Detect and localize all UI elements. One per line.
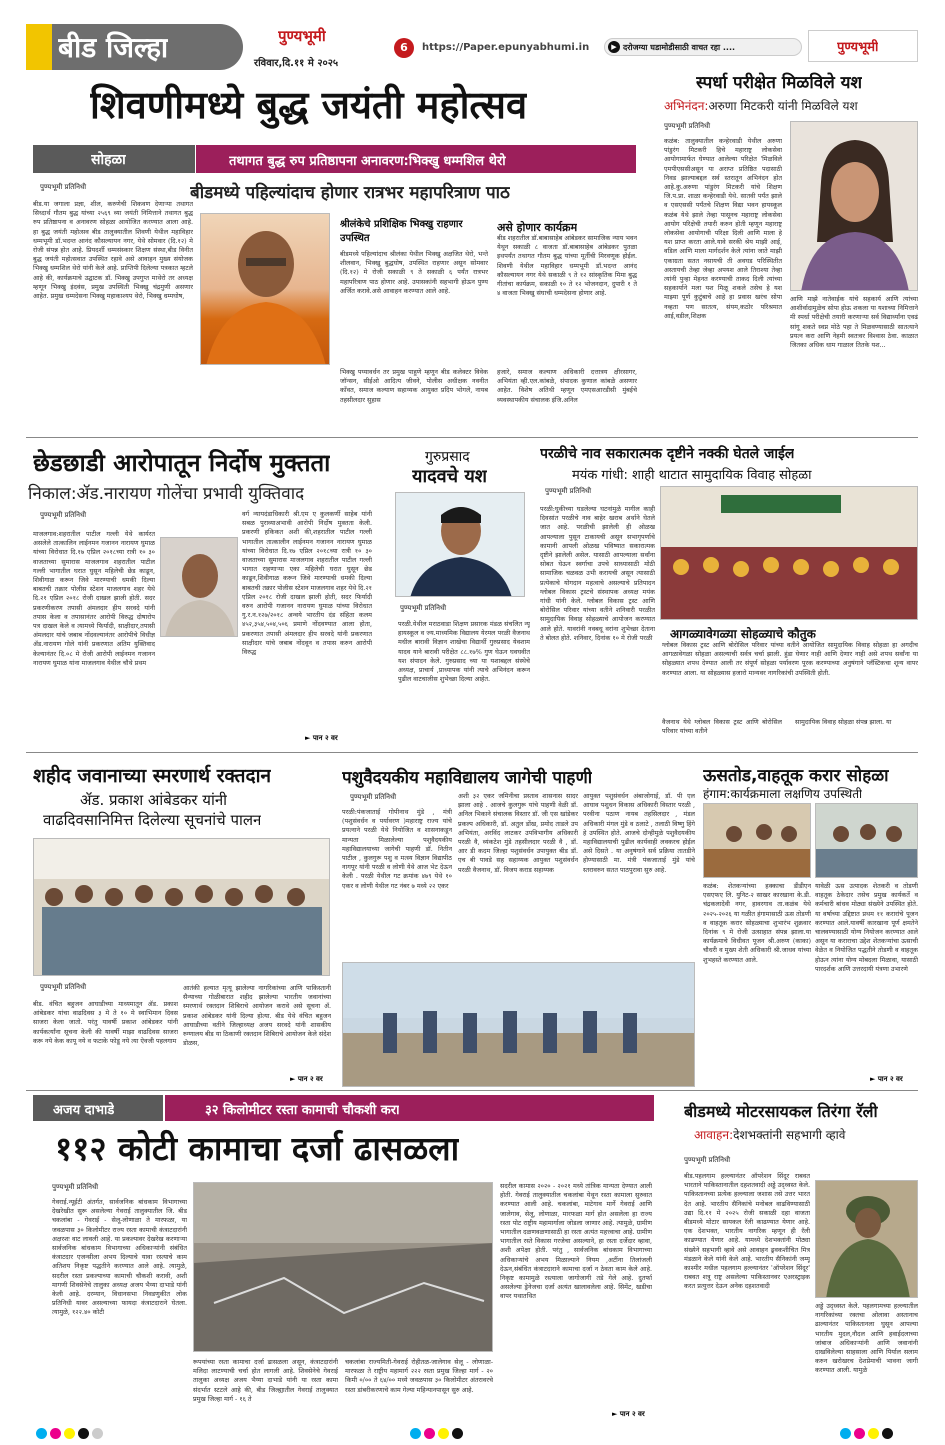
site-visit-photo [342,962,695,1087]
dot-magenta [854,1428,865,1439]
s3-sub: निकाल:ॲड.नारायण गोलेंचा प्रभावी युक्तिवाद [28,484,305,504]
s9-byline: पुण्यभूमी प्रतिनिधी [52,1183,99,1191]
s6-col2: आतंकी हल्यात मृत्यू झालेल्या नागरिकांच्या आणि पाकिस्तानी सैन्याच्या गोळीबारात शहीद झालेल्या भारतीय जवानांच्या स्मरणार्थ रक्तदान शिबिराचे आयोजन करावे असे सूचना ॲ. प्रकाश आंबेडकर यांनी दिल्या होत्या. बीड येथे वंचित बहुजन आघाडीच्या वतीने जिल्हाध्यक्ष अजय सरवदे यांनी शासकीय रुग्णालय बीड या ठिकाणी रक्तदान शिबिराचे आयोजन केले संदेश डोळस, [183,984,331,1048]
soldier-photo [815,1180,918,1298]
group-illustration [34,839,330,976]
s2-byline: पुण्यभूमी प्रतिनिधी [664,122,711,130]
s9-col1: गेवराई.न्यूईटी अंतर्गत, सार्वजनिक बांधकाम विभागाच्या देखरेखीत सुरू असलेल्या गेवराई तालुक्यातील जि. बीड चकलांबा - गेवराई - सेलू-लोणाळा ते मारफळा, या जवळपास ३० किलोमीटर राज्य रस्ता कामाची कंत्राटदारांनी अक्षरशः वाट लावली आहे. या प्रकल्पावर देखरेख करणाऱ्या सार्वजनिक बांधकाम विभागाच्या अधिकाऱ्यांनी संबंधित कंत्राटदार एजन्सीला अभय दिल्याचे यावा रस्त्याचे काम अतिशय निकृष्ट पद्धतीने करण्यात आले आहे. त्यामुळे, सदरील रस्ता प्रकल्पाच्या कामाची चौकशी करावी, अशी मागणी शिवसेनेचे तालुका अध्यक्ष अजय भैय्या दाभाडे यांनी केली आहे. दरम्यान, विधानसभा निवडणुकीत लोक प्रतिनिधी यावर असल्याच्या फायदा कंत्राटदाराने घेतला. त्यामुळे, १२२.४० कोटी [52,1198,187,1317]
s10-body2: अड्डे उद्ध्वस्त केले. पहलगामच्या हल्ल्यातील नागरिकांच्या रक्तचा ओलावा अस्तानाच ढाल्यानंतर पाकिस्तानला घुसून आपल्या भारतीय मुदल,नौदल आणि हवाईदलाच्या जांबाज अधिकाऱ्यांनी आणि जवानांनी दाखविलेल्या साहसाला आणि पिर्याल सलाम करुन खरोखरच देशप्रेमाची भावना जागी करण्यात आली. यामुळे [815,1302,918,1375]
s7-col3: आयुक्त पशुसंवर्धन अंबाजोगाई, डॉ. पी एल आघाव पशुधन विकास अधिकारी विस्तार परळी , परवीना पठाण नायब तहसिलदार , मंडल अधिकारी मंगल मुंडे व ठलाटे , तलाठी विष्णु हिंगे हे उपस्थित होते. आजचे दोन्हीमुळे पशुवैदयकीय महाविद्यालयाची पुढील कार्यवाही लवकरच होईल असे दिसते . या अनुषंगाने सर्व प्रक्रिया तातडीने होण्यासाठी मा. मंत्री पंकजाताई मुंडे यांचे स्तरावरुन सतत पाठपुरावा सुरु आहे. [583,792,695,874]
s1-bottom1: भिक्खु पय्यावर्धन तर प्रमुख पाहुणे म्हणून बीड कलेक्टर विवेक जॉन्सन, सीईओ आदित्य जीवने, पोलीस अधीक्षक नवनीत काँवत, समाज कल्याण सहाय्यक आयुक्त प्रदिप भोगले, नायब तहसीलदार सुहास [340,368,488,404]
district-name: बीड जिल्हा [58,31,169,64]
s5-body: परळी:घुकीच्या घडलेल्या घटनांमुळे मागील काही दिवसांत परळीचे नाव बाहेर खराब अर्थाने घेतले जात आहे. परळीची झालेली ही ओळख आपल्याला पुसून टाकायची असून सभागृपर्णाचे कामानी आपली ओळख भविष्यात सकारात्मक दृष्टीने झालेली असेल. यासाठी आपल्याला सर्वांना सोबत घेऊन स्वर्गाचा उपचे साध्यासाठी मोठी सामाजिक चळवळ उभी करायची असून त्यासाठी प्रत्येकाचे योगदान महत्वाचे असल्याचे प्रतिपादन ग्लोबल विकास ट्रस्टचे संस्थापक अध्यक्ष मयंक गांधी यांनी केले. ग्लोबल विकास ट्रस्ट आणि बोरोसिल परिवार यांच्या वतीने शनिवारी परळीत सामुदायिक विवाह सोहळ्याचे आयोजन करण्यात आले होते. यावरांनी नवबधू वरांना शुभेच्छा देताना ते बोलत होते. शनिवार, दिनांक १० मे रोजी परळी [540,505,655,642]
s8-title: ऊसतोड,वाहतूक करार सोहळा [703,766,889,786]
district-tag [26,24,243,70]
s4-label: गुरुप्रसाद [425,449,470,465]
s9-col3: चकलांबा राज्यमिती-गेवराई रोहीतळ-जालेगाव सेलू - लोणाळा-मारफळा ते राष्ट्रीय महामार्ग २२२ रस्ता प्रमुख जिल्हा मार्ग - २० किमी ०/०० ते ६४/०० मध्ये जवळपास ३० किलोमीटर अंतरावरचे रस्ता डांबरीकरणाचे काम गेल्या महिन्यानपासून सुरु आहे. [345,1358,493,1394]
aruna-photo [790,121,918,291]
monk-illustration [201,214,330,365]
dot-yellow [868,1428,879,1439]
s8-col2: यावेळी ऊस उत्पादक शेतकरी व तोडणी वाहतूक ठेकेदार तसेच प्रमुख कार्यकर्ते व कर्मचारी बांधव मोठ्या संख्येने उपस्थित होते. या वर्षाच्या उद्दिष्टात प्रथम ११ करारांचे पूजन करण्यात आले.यावर्षी कारखाना पूर्ण क्षमतेने चालवण्यासाठी योग्य नियोजन करण्यात आले असून या कराराचा उद्देश शेतकऱ्यांचा ऊसाची वेळेत व नियोजित पद्धतीने तोडणी व वाहतूक होऊन त्यांना योग्य मोबदला मिळावा, यासाठी पारदर्शक आणि उत्तरदायी यंत्रणा उभारणे [815,882,918,973]
s10-sub-text: देशभक्तांनी सहभागी व्हावे [733,1128,846,1142]
student-illustration [396,493,525,597]
s1-subhead: बीडमध्ये पहिल्यांदाच होणार रात्रभर महापरित्राण पाठ [190,183,510,203]
masthead [26,24,918,72]
registration-marks-left [36,1424,106,1443]
divider [26,437,918,438]
s3-title: छेडछाडी आरोपातून निर्दोष मुक्तता [33,449,331,477]
dot-black [78,1428,89,1439]
s1-col1: बीड.या जगाला प्रज्ञा, शील, करुणेची शिकवण देणाऱ्या तथागत सिध्दार्थ गौतम बुद्ध यांच्या २५६९ व्या जयंती निमित्ताने तथागत बुद्ध रुप प्रतिष्ठापना व अनावरण सोहळा आयोजित करण्यात आला आहे. हा बुद्ध जयंती महोत्सव बीड तालुक्यातील शिवणी येथील महाविहार धम्मभूमी डॉ.भदन्त आनंद कौसल्यायन नगर, येथे सोमवार (दि.१२) मे रोजी संपन्न होत आहे. प्रियदर्शी धम्मसंस्कार शिक्षण संस्था,बीड विनीत बुद्ध जयंती महोत्सवात उपस्थित रहावे असे आवाहन मुख्य संयोजक भिक्खु धम्मशिल थेरो यांनी केले आहे. प्राप्तिपी दिलेल्या पत्रकात म्हटले आहे की, कार्यक्रमाचे उद्घाटक डॉ. भिक्खु उपगुप्त माथेरो तर अध्यक्ष म्हणून भिक्खु इंदवंस, प्रमुख उपस्थिती भिक्खु चंद्रमुणी असणार आहेत. प्रमुख धम्मदेसना भिक्खु महाकाश्यप थेरो, भिक्खु धम्मघोष, [33,200,193,301]
s6-byline: पुण्यभूमी प्रतिनिधी [40,983,87,991]
dot-black [452,1428,463,1439]
s7-col2: अशी ३२ एकर जमिनीचा प्रस्ताव शासनास सादर झाला आहे . आजचे कुलगुरू यांचे पाहणी वेळी डॉ. अनिल भिकाने संचालक विस्तार डॉ. जी एस खांडेकर प्रकल्प अधिकारी, डॉ. अतुल डोंख, प्रमोद ताडले उप अभियंता, अरविंद लाटकर उपविभागीय अधिकारी परळी वै, व्यंकटेश मुंडे तहसीलदार परळी वै , डॉ. आर डी कदम जिल्हा पशुसंवर्धन उपायुक्त बीड डॉ. एच बी पावडे सह सहाय्यक आयुक्त पशुसंवर्धन परळी वैजनाथ, डॉ. विजय कराड सहाय्यक [458,792,578,874]
wedding-photo [660,486,918,620]
date-line: रविवार,दि.११ मे २०२५ [254,58,339,69]
s3-col2: वर्ग न्यायदंडाधिकारी श्री.एम ए कुलकर्णी साहेब यांनी सबळ पुराव्याअभावी आरोपी निर्दोष मुक्तता केली. प्रकरणी हकिकत अशी की,शहरातील पाटील गल्ली भागातील तात्कालीन लाईनमन गजानन नारायण घुमाळ यांच्या विरोधात दि.१७ एप्रिल २०१८च्या रात्री १० ३० वाजताच्या सुमारास माजलगाव शहरातील पाटील गल्ली भागात राहणाऱ्या एका महिलेची घरात घुसून छेड काढून,शिवीगाळ करून जिवे मारण्याची धमकी दिल्या बाबतची तक्रार पोलीस स्टेशन माजलगाव शहर येथे दि.२१ एप्रिल २०१८ रोजी दाखल झाली होती, सदर फिर्यादी वरुन आरोपी गजानन नारायण घुमाळ यांच्या विरोधात गु.र.न.१२७/२०१८ अन्वये भारतीय दंड संहिता कलम ४५२,३५४,५०४,५०६ प्रमाणे नोंदवण्यात आला होता, प्रकरणात तपासी अंमलदार हीप सरवदे यांनी प्रकरणात साक्षीदार यांचे जबाब नोंदवून व तपास करुन आरोपी विरुद्ध [242,510,372,657]
s1-box1-head: श्रीलंकेचे प्रशिक्षिक भिक्खु राहणार उपस्थित [340,219,463,244]
site-url[interactable]: https://Paper.epunyabhumi.in [422,42,590,53]
s5-box-head: आगळ्यावेगळ्या सोहळ्याचे कौतुक [670,627,816,641]
s6-sub1: ॲड. प्रकाश आंबेडकर यांनी [80,791,228,809]
s1-byline: पुण्यभूमी प्रतिनिधी [40,183,87,191]
s6-title: शहीद जवानाच्या स्मरणार्थ रक्तदान [33,765,272,787]
s9-title: ११२ कोटी कामाचा दर्जा ढासळला [55,1129,460,1168]
dot-yellow [64,1428,75,1439]
s4-body: परळी.येथील मराठवाडा शिक्षण प्रसारक मंडळ संचलित न्यू हायस्कूल व ज्य.माध्यमिक विद्यालय येरमल परळी वैजनाथ मधील बारावी विज्ञान शाखेचा विद्यार्थी गुरुप्रसाद येवशाम यादव याने बारावी परीक्षेत ८८.१७% गुण घेऊन घवघवीत यश संपादन केले. गुरुप्रसाद च्या या यशाबद्दल संस्थेचे अध्यक्ष, प्राचार्य ,प्राध्यापक यांनी त्याचे अभिनंदन करून पुढील वाटचालीस शुभेच्छा दिल्या आहेत. [398,620,530,684]
s6-col1: बीड. वंचित बहुजन आघाडीच्या माध्यमातून ॲड. प्रकाश आंबेडकर यांचा वाढदिवस ३ मे ते १० मे स्वाभिमान दिवस साजरा केला जातो. परंतु यावर्षी प्रकाश आंबेडकर यांनी कार्यकर्त्यांना सूचना केली की यावर्षी माझा वाढदिवस साजरा करू नये केक कापू नये व फटाके फोडू नये त्या ऐवजी पहलगाम [33,1000,178,1045]
lawyer-photo [160,537,238,637]
s8-col1: कळंब: शेतकऱ्यांच्या हक्काचा डीडीएन एसएफए लि. युनिट-२ साखर कारखाना के.डी. चंद्रकलादेवी नगर, हावरगाव ता.कळंब येथे २०२५-२०२६ या गळीत हंगामासाठी ऊस तोडणी व वाहतूक करार सोहळ्याचा शुभारंभ शुक्रवार दिनांक ९ मे रोजी उत्साहात संपन्न झाला.या कार्यक्रमाचे विधीवत पूजन श्री.अरुण (काका) चौधरी व मुख्य शेती अधिकारी श्री.जाधव यांच्या शुभहस्ते करण्यात आले. [703,882,811,964]
dot-cyan [36,1428,47,1439]
s5-byline: पुण्यभूमी प्रतिनिधी [545,487,592,495]
s9-continued: ► पान २ वर [612,1410,645,1419]
s2-body2: आणि माझे नातेवाईक यांचे सहकार्य आणि त्यांच्या आशीर्वादामुळेच सोपा होऊ शकला या यशाच्या निमित्ताने मी स्पर्धा परीक्षेची तयारी करणाऱ्या सर्व विद्यार्थ्यांना एवढं सांगू शकते स्वप्न मोठे पहा ते मिळवण्यासाठी सातत्याने प्रयत्न करा आणि नेहमी स्वतःवर विश्वास ठेवा. काळात जितका अधिक धाम गाळाल तितके यश... [790,295,918,350]
s6-sub2: वाढदिवसानिमित्त दिलेल्या सूचनांचे पालन [43,811,262,829]
s5-title: परळीचे नाव सकारात्मक दृष्टीने नक्की घेतले जाईल [540,446,795,462]
s3-col1: माजलगाव:शहरातील पाटील गल्ली येथे कार्यरत असलेले तात्कालिन लाईनमन गजानन नारायण घुमाळ यांच्या विरोधात दि.१७ एप्रिल २०१८च्या रात्री १० ३० वाजताच्या सुमारास माजलगाव शहरातील पाटील गल्ली भागातील घरात घुसून महिलेची छेड काढून, शिवीगाळ करून जिवे मारण्याची धमकी दिल्या बाबतची तक्रार पोलीस स्टेशन माजलगाव शहर येथे दि.२१ एप्रिल २०१८ रोजी दाखल झाली होती. सदर प्रकरणीकरण तपासी अंमलदार हीप सरवदे यांनी तपास केला व तपासानंतर आरोपी विरुद्ध दोषारोप पत्र दाखल केले व त्यामध्ये फिर्यादी, साक्षीदार,तपासी अंमलदार यांचे जबाब नोंदवल्यानंतर आरोपीचे विधीज्ञ ॲड.नारायण गोले यांनी प्रकरणात अतिम युक्तिवाद केल्यानंतर दि.०८ मे रोजी आरोपी लाईनमन गजानन नारायण घुमाळ यांना माजलगाव येथील चौथे प्रथम [33,530,155,667]
s9-banner [165,1095,654,1121]
s6-continued: ► पान २ वर [290,1075,323,1084]
s2-sub-text: अरुणा मिटकरी यांनी मिळविले यश [708,99,858,113]
blood-donation-photo [33,838,330,976]
logo-box [808,30,918,62]
s1-box1: बीडमध्ये पहिल्यांदाच श्रीलंका येथील भिक्खु अक्षजित थेरो, भन्ते शीलवान, भिक्खु बुद्धघोष, उपस्थित राहणार असून सोमवार (दि.१२) मे रोजी सकाळी ९ ते सकाळी ६ पर्यंत रात्रभर महापरित्राण पाठ होणार आहे. उपासकांनी सहभागी होऊन पुण्य अर्जित करावे.असे आवाहन करण्यात आले आहे. [340,250,488,295]
dot-magenta [424,1428,435,1439]
s1-title: शिवणीमध्ये बुद्ध जयंती महोत्सव [90,83,528,127]
s1-bottom2: हजारे, समाज कल्याण अधिकारी दत्तात्रय क्षीरसागर, अभियंता व्ही.एल.कांबळे, संपादक कुणाल कांबळे असणार आहेत. विशेष अतिथी म्हणून एमएसआरडीसी मुंबईचे व्यवस्थापकीय संचालक इंजि.अनिल [497,368,637,404]
man-illustration [161,538,238,637]
s5-box: ग्लोबल विकास ट्रस्ट आणि बोरोसिल परिवार यांच्या वतीने आयोजित सामुदायिक विवाह सोहळा हा अगदीच आगळावेगळा सोहळा असल्याची सर्वत्र चर्चा झाली. हुंडा घेणार नाही आणि देणार नाही असे शपथ सर्वांना या सोहळ्यात शपथ देण्यात आली तर संपूर्ण सोहळा पर्यावरण पूरक करण्याच्या अनुषंगाने प्लॅस्टिकचा शून्य वापर करण्यात आला. या सोहळ्यास हजारो मान्यवर नागरिकांची उपस्थिती होती. [662,641,918,677]
divider [26,1090,918,1091]
s3-byline: पुण्यभूमी प्रतिनिधी [40,511,87,519]
s10-body: बीड.पहलगाम हल्ल्यानंतर ऑपरेशन सिंदूर राबवत भारताने पाकिस्तानातील दहशतवादी अड्डे उद्ध्वस्त केले. पाकिस्तानच्या प्रत्येक हल्ल्याला जशास तसे उत्तर भारत देत आहे. भारतीय सैनिकांचे मनोबल वाढविण्यासाठी उद्या दि.११ मे २०२५ रोजी सकाळी दहा वाजता बीडमध्ये मोटार सायकल रॅली काढण्यात येणार आहे. एक देशभक्त, भारतीय नागरिक म्हणून ही रॅली काढण्यात येणार आहे. यामध्ये देशभक्तांनी मोठ्या संख्येने सहभागी व्हावे असे आवाहन ढ्रवकशीचित मित्र मंडळाने केले यांनी केले आहे. भारतीय सैनिकांनी जम्मू काश्मीर मधील पहलगाम हल्ल्यानंतर 'ऑपरेशन सिंदूर' राबवत शत्रू राष्ट्र असलेल्या पाकिस्तानवर एअरस्ट्राइक करत प्रत्युत्तर देऊन अनेक दहशतवादी [684,1172,810,1291]
s8-continued: ► पान २ वर [870,1075,903,1084]
dot-cyan [840,1428,851,1439]
registration-marks-mid [410,1424,466,1443]
s10-byline: पुण्यभूमी प्रतिनिधी [684,1156,731,1164]
ceremony-illustration [816,804,918,878]
s9-col4: सदरील कामास २०२० - २०२१ मध्ये तांत्रिक मान्यता देण्यात आली होती. गेवराई तालुक्यातील चकलांबा येथून रस्ता कामाला सुरुवात करण्यात आली आहे. चकलांबा, माटेगाव मार्गे गेवराई आणि जालेगाव, सेलू, लोणाळा, मारफळा मार्ग होत असलेला हा राज्य रस्ता पोट राष्ट्रीय महामार्गाला जोडला जाणार आहे. त्यामुळे, ग्रामीण भागातील दळणवळणासाठी हा रस्ता अत्यंत महत्त्वाचा आहे. ग्रामीण भागातील रस्ते विकास गरजेचा असल्याने, हा रस्ता दर्जेदार व्हावा, अशी अपेक्षा होती. परंतु , सार्वजनिक बांधकाम विभागाच्या अधिकाऱ्यांचे अभय मिळाल्याने नियम ,अटींना तिलांजली देऊन,संबंधित कंत्राटदाराने कामाचा दर्जा न ठेवता काम केले आहे. निकृष्ट कामामुळे रस्त्याला जागोजागी तडे गेले आहे. दुतर्फा असलेल्या ड्रेनेजचा दर्जा अत्यंत खालावलेला आहे. सिमेंट, खडीचा वापर यथातथित [500,1182,652,1301]
s5-b2: सामुदायिक विवाह सोहळा संपन्न झाला. या [795,718,892,726]
s3-col1b [160,640,240,740]
s2-title: स्पर्धा परीक्षेत मिळविले यश [696,73,863,93]
contract-photo-2 [815,803,918,878]
s2-sub-label: अभिनंदन: [664,99,709,113]
s5-b1: वैजनाथ येथे ग्लोबल विकास ट्रस्ट आणि बोरोसिल परिवार यांच्या वतीने [662,718,782,736]
s1-tag-text: सोहळा [91,152,126,168]
student-photo [395,492,525,597]
s10-sub [694,1126,845,1143]
dot-cyan [410,1428,421,1439]
registration-marks-right [840,1424,896,1443]
site-illustration [343,963,695,1087]
s8-sub: हंगाम:कार्यक्रमाला लक्षणिय उपस्थिती [703,787,863,801]
wedding-illustration [661,487,918,620]
divider [26,752,918,753]
road-photo [193,1182,493,1352]
dot-black [882,1428,893,1439]
ticker-text: दरोजग्या घडामोडीसाठी वाचत रहा .... [623,43,736,52]
s9-byline-box [33,1095,163,1121]
monk-photo [200,213,330,365]
s10-title: बीडमध्ये मोटरसायकल तिरंगा रॅली [684,1102,878,1121]
ceremony-illustration [704,804,811,878]
woman-illustration [791,122,918,291]
s7-title: पशुवैदयकीय महाविद्यालय जागेची पाहणी [342,768,593,788]
s1-banner-text: तथागत बुद्ध रुप प्रतिष्ठापना अनावरण:भिक्खु धम्मशिल थेरो [229,154,506,169]
s1-tag [33,145,195,173]
dot-grey [92,1428,103,1439]
s9-col2: रूपयांच्या रस्ता कामाचा दर्जा ढासळला असून, कंत्राटदारांनी मलिदा लाटण्याची चर्चा होत लागली आहे. शिवसेनेचे गेवराई तालुका अध्यक्ष अजय भैय्या दाभाडे यांनी या रस्ता कामा संदर्भात स्टटले आहे की, बीड जिल्ह्यातील गेवराई तालुक्यात प्रमुख जिल्हा मार्ग - १६ ते [193,1358,338,1403]
play-icon: ▶ [608,41,620,53]
news-ticker [604,38,802,56]
dot-yellow [438,1428,449,1439]
s7-byline: पुण्यभूमी प्रतिनिधी [350,793,397,801]
s9-banner-text: ३२ किलोमीटर रस्ता कामाची चौकशी करा [205,1103,400,1118]
page-number: 6 [400,41,408,54]
s7-col1: परळी:पंकजाताई गोपीनाथ मुंडे , मंत्री (पशुसंवर्धन व पर्यावरण )महाराष्ट्र राज्य यांचे प्रयत्नाने परळी येथे नियोजित व शासनाकडून मान्यता मिळालेल्या पशुवैदयकीय महाविद्यालयाच्या जागेची पाहणी डॉ. नितीन पाटील , कुलगुरू पशु व मत्स्य विज्ञान विद्यापीठ नागपूर यांनी परळी व लोणी येथे आज भेट देऊन केली . परळी येथील गट क्रमांक ४७९ येथे १० एकर व लोणी येथील गट नंबर ७ मध्ये २२ एकर [342,808,452,890]
s10-sub-label: आवाहन: [694,1128,734,1142]
s2-body: कळंब: तालुक्यातील कन्हेरवाडी येथील अरुणा पांडुरंग मिटकरी हिचे महाराष्ट्र लोकसेवा आयोगामार्फत घेण्यात आलेल्या परिक्षेत 'मिळविले एमपीएससीअसून या अराप्त प्रतिष्ठित पदासाठी निवड झाल्याबद्दल सर्व स्तरातून अभिनंदन होत आहे.कु.अरुणा पांडुरंग मिटकरी यांचे शिक्षण जि.प.प्रा. शाळा कन्हेरवाडी येथे. सातवी पर्यंत झाले व एसएससी पर्यंतचे शिक्षण विद्या भवन हायस्कूल कळंब येथे झाले तेव्हा पासूनच महाराष्ट्र लोकसेवा आयोग परिक्षेची तयारी करुन होती म्हणून महाराष्ट्र लोकसेवा आयोगाची परिक्षा दिली आणि माला हे यश प्राप्त करता आले.यावे सरकी श्रेय माझी आई, वडिल आणि माला मार्गदर्शन केले त्यांना जाते माझी एकाग्रता सतत नसायची ती अवघड परिस्थितीत अस्तायची तेव्हा जेव्हा अपयश आले तिराश्या तेव्हा त्यांनी पुन्हा मेहनत करण्याची ताकद दिली त्यांच्या सहकार्याने मला यश मिळू शकले तसेच हे यश माझ्या पूर्ण कुटुंबाचे आहे हा प्रवास खरंच सोपा नव्हता पण सातत्य, संयम,कठोर परिश्रमात आई,वडील,शिक्षक [664,137,782,320]
road-illustration [194,1183,493,1352]
s4-title: यादवचे यश [412,466,488,487]
s1-box2-head: असे होणार कार्यक्रम [497,221,578,234]
contract-photo-1 [703,803,811,878]
s2-sub [664,97,858,114]
page-number-badge [394,38,414,58]
s9-byline-name: अजय दाभाडे [53,1103,115,1118]
paper-name: पुण्यभूमी [278,27,326,45]
s3-continued: ► पान २ वर [305,734,338,743]
s5-sub: मयंक गांधी: शाही थाटात सामुदायिक विवाह सोहळा [572,468,812,483]
s1-box2: बीड शहरातील डॉ.बाबासाहेब आंबेडकर सामाजिक न्याय भवन येथून सकाळी ८ वाजता डॉ.बाबासाहेब आंबेडकर पुतळा इथपर्यंत तथागत गौतम बुद्ध यांच्या मूर्तीची मिरवणूक होईल. शिवणी येथील महाविहार धम्मभूमी डॉ.भदन्त आनंद कौसल्यायन नगर येथे सकाळी ९ ते १२ सांस्कृतिक मिमा बुद्ध गीतांचा कार्यक्रम, सकाळी १० ते १२ भोजनदान, दुपारी १ ते ४ वाजता भिक्खु संघाची धम्मदेसना होणार आहे. [497,234,637,298]
logo-text: पुण्यभूमी [837,40,879,55]
dot-magenta [50,1428,61,1439]
s1-banner [196,145,636,173]
s4-byline: पुण्यभूमी प्रतिनिधी [400,604,447,612]
soldier-illustration [816,1181,918,1298]
